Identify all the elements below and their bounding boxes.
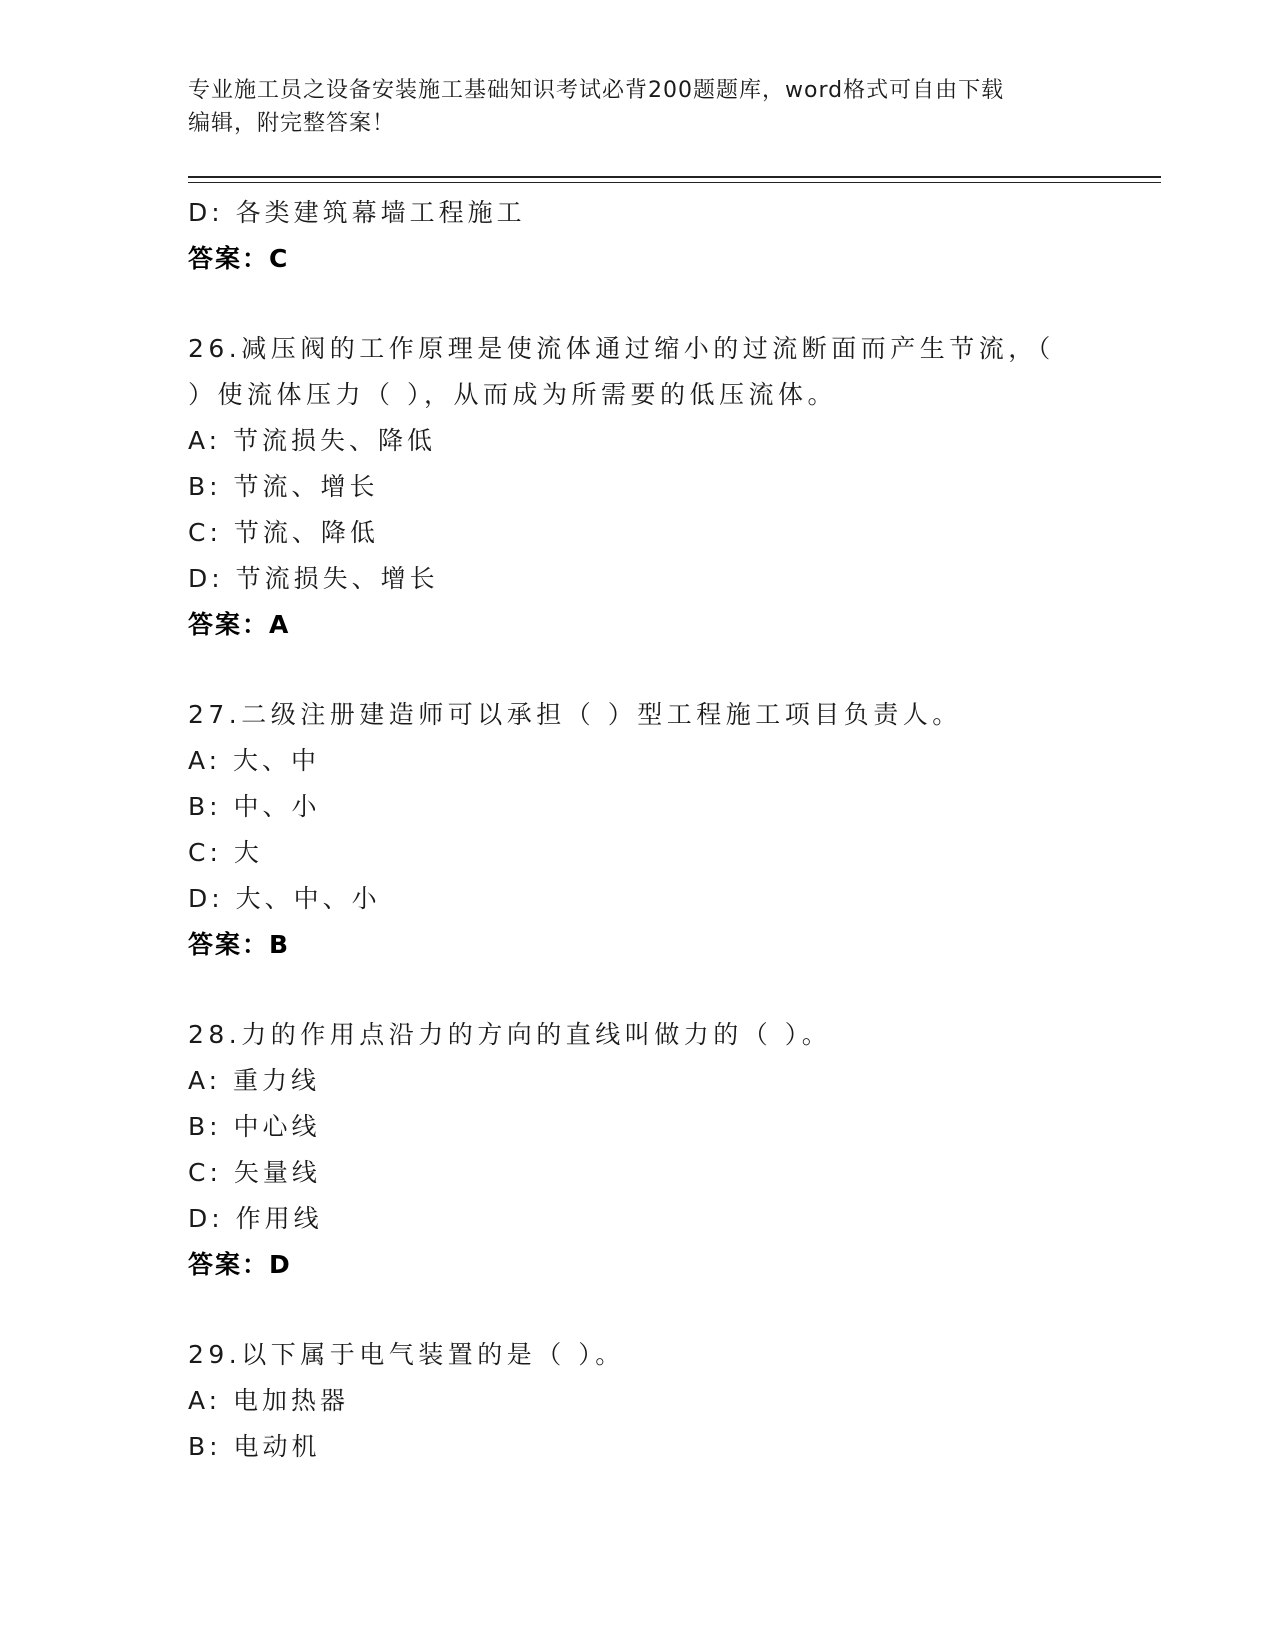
header-title-line1: 专业施工员之设备安装施工基础知识考试必背200题题库，word格式可自由下载 bbox=[188, 78, 1005, 103]
option-a: A: 重力线 bbox=[188, 1066, 321, 1095]
prev-option-d: D: 各类建筑幕墙工程施工 bbox=[188, 198, 526, 227]
header-divider-thin bbox=[188, 182, 1161, 183]
question-stem: 26.减压阀的工作原理是使流体通过缩小的过流断面而产生节流，（ bbox=[188, 334, 1055, 363]
answer-label: 答案：B bbox=[188, 930, 291, 959]
question-28 bbox=[188, 1012, 1161, 1288]
option-a: A: 电加热器 bbox=[188, 1386, 350, 1415]
option-c: C: 矢量线 bbox=[188, 1158, 321, 1187]
question-26 bbox=[188, 326, 1161, 648]
question-stem: 27.二级注册建造师可以承担（ ）型工程施工项目负责人。 bbox=[188, 700, 962, 729]
header-title-line2: 编辑，附完整答案！ bbox=[188, 111, 396, 136]
option-b: B: 电动机 bbox=[188, 1432, 321, 1461]
option-d: D: 节流损失、增长 bbox=[188, 564, 439, 593]
question-stem-continued: ）使流体压力（ ），从而成为所需要的低压流体。 bbox=[188, 380, 837, 409]
answer-label: 答案：A bbox=[188, 610, 291, 639]
option-b: B: 中、小 bbox=[188, 792, 321, 821]
option-c: C: 节流、降低 bbox=[188, 518, 379, 547]
question-27 bbox=[188, 692, 1161, 968]
document-header bbox=[188, 74, 1088, 140]
option-a: A: 大、中 bbox=[188, 746, 321, 775]
header-divider-thick bbox=[188, 176, 1161, 178]
question-29 bbox=[188, 1332, 1161, 1470]
option-b: B: 节流、增长 bbox=[188, 472, 379, 501]
answer-label: 答案：D bbox=[188, 1250, 292, 1279]
option-b: B: 中心线 bbox=[188, 1112, 321, 1141]
question-stem: 29.以下属于电气装置的是（ ）。 bbox=[188, 1340, 625, 1369]
option-c: C: 大 bbox=[188, 838, 263, 867]
option-a: A: 节流损失、降低 bbox=[188, 426, 437, 455]
prev-answer: 答案：C bbox=[188, 244, 290, 273]
question-stem: 28.力的作用点沿力的方向的直线叫做力的（ ）。 bbox=[188, 1020, 832, 1049]
question-list bbox=[188, 190, 1161, 1470]
option-d: D: 大、中、小 bbox=[188, 884, 381, 913]
option-d: D: 作用线 bbox=[188, 1204, 323, 1233]
